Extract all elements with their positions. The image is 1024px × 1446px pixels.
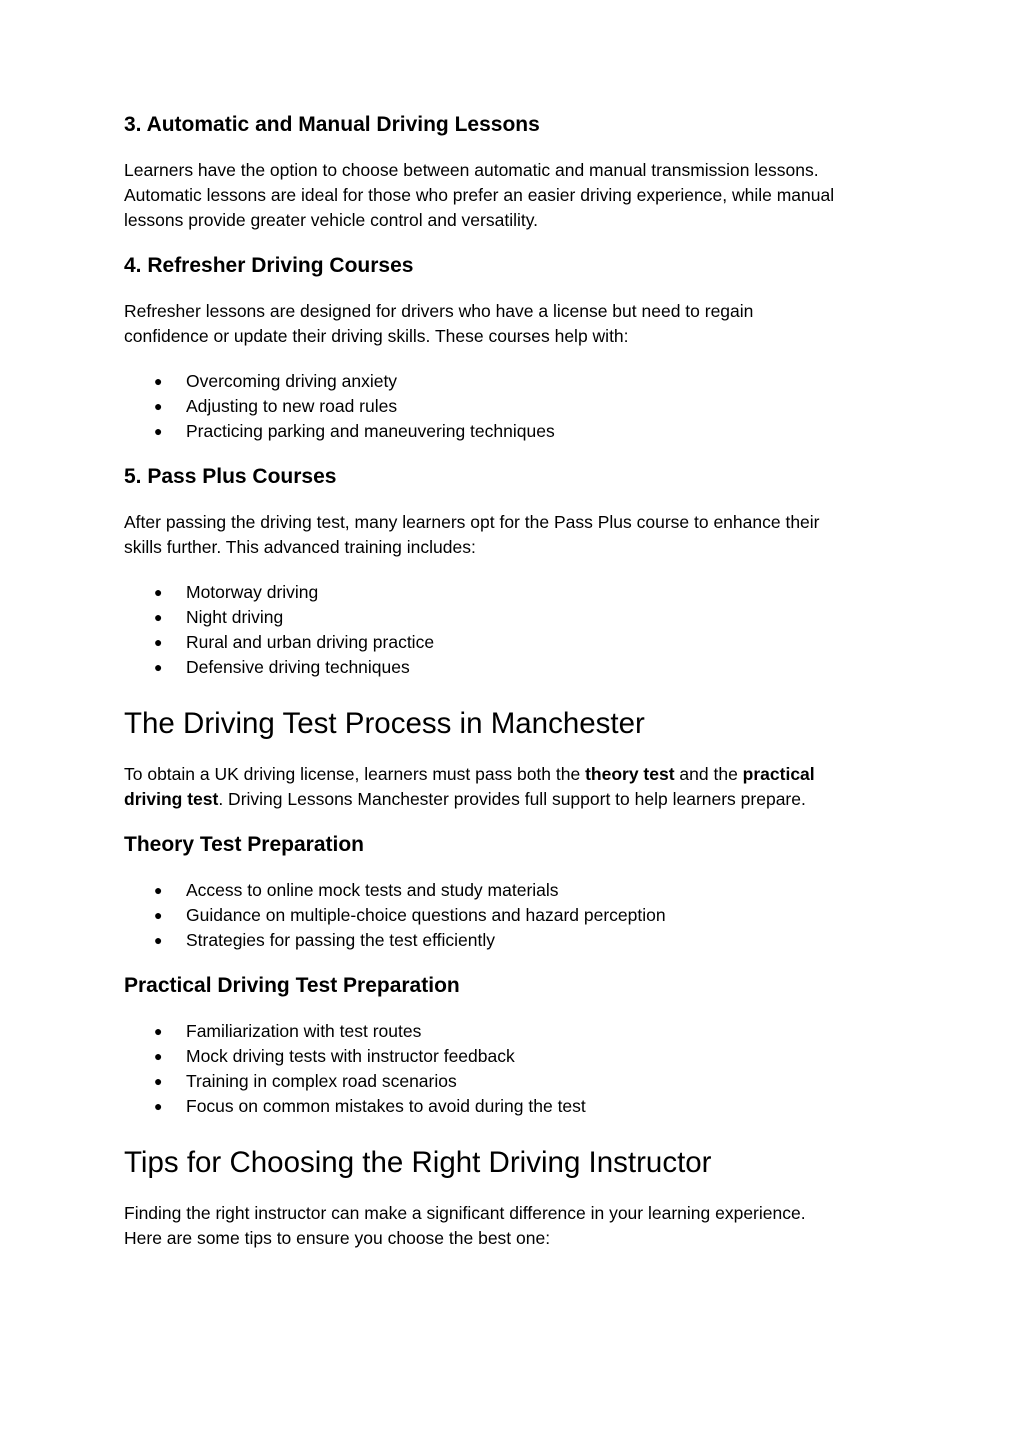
list-item: [124, 580, 904, 605]
list-item: [124, 605, 904, 630]
bullet-icon: ●: [154, 1048, 163, 1064]
list-item-text: Training in complex road scenarios: [186, 1071, 457, 1091]
paragraph-text: To obtain a UK driving license, learners must pass both the: [124, 764, 586, 784]
list-item: [124, 419, 904, 444]
paragraph-line: lessons provide greater vehicle control and versatility.: [124, 210, 539, 230]
section-paragraph-pass-plus: [124, 510, 904, 560]
bullet-icon: ●: [154, 634, 163, 650]
list-item-text: Focus on common mistakes to avoid during the test: [186, 1096, 586, 1116]
paragraph-line: confidence or update their driving skills. These courses help with:: [124, 326, 629, 346]
paragraph-text: . Driving Lessons Manchester provides full support to help learners prepare.: [218, 789, 806, 809]
bullet-icon: ●: [154, 932, 163, 948]
list-item-text: Access to online mock tests and study materials: [186, 880, 559, 900]
bullet-icon: ●: [154, 609, 163, 625]
bullet-icon: ●: [154, 1073, 163, 1089]
list-item-text: Rural and urban driving practice: [186, 632, 435, 652]
section-heading-practical: Practical Driving Test Preparation: [124, 974, 460, 997]
paragraph-line: Refresher lessons are designed for drivers who have a license but need to regain: [124, 301, 754, 321]
list-item: [124, 1094, 904, 1119]
section-heading-theory: Theory Test Preparation: [124, 833, 365, 856]
list-item-text: Familiarization with test routes: [186, 1021, 422, 1041]
list-item: [124, 655, 904, 680]
document-page: [124, 112, 904, 1271]
bullet-icon: ●: [154, 584, 163, 600]
bullet-icon: ●: [154, 907, 163, 923]
section-paragraph-test-process: [124, 762, 904, 812]
bullet-icon: ●: [154, 373, 163, 389]
list-item: [124, 630, 904, 655]
section-heading-pass-plus: 5. Pass Plus Courses: [124, 465, 337, 488]
practical-list: [124, 1019, 904, 1119]
bullet-icon: ●: [154, 1023, 163, 1039]
section-paragraph-tips: [124, 1201, 904, 1251]
bold-text-driving-test: driving test: [124, 789, 219, 809]
bold-text-theory-test: theory test: [585, 764, 675, 784]
paragraph-line: Learners have the option to choose between automatic and manual transmission lessons.: [124, 160, 819, 180]
list-item-text: Practicing parking and maneuvering techniques: [186, 421, 555, 441]
list-item: [124, 903, 904, 928]
section-heading-automatic-manual: 3. Automatic and Manual Driving Lessons: [124, 113, 540, 136]
list-item-text: Night driving: [186, 607, 284, 627]
list-item-text: Motorway driving: [186, 582, 319, 602]
paragraph-line: Here are some tips to ensure you choose the best one:: [124, 1228, 551, 1248]
section-heading-test-process: The Driving Test Process in Manchester: [124, 707, 645, 740]
list-item: [124, 394, 904, 419]
list-item: [124, 1019, 904, 1044]
bullet-icon: ●: [154, 398, 163, 414]
bullet-icon: ●: [154, 423, 163, 439]
bullet-icon: ●: [154, 1098, 163, 1114]
pass-plus-list: [124, 580, 904, 680]
section-heading-tips: Tips for Choosing the Right Driving Instructor: [124, 1146, 712, 1179]
list-item-text: Defensive driving techniques: [186, 657, 410, 677]
theory-list: [124, 878, 904, 953]
list-item-text: Adjusting to new road rules: [186, 396, 398, 416]
section-paragraph-automatic-manual: [124, 158, 904, 233]
list-item: [124, 1044, 904, 1069]
section-heading-refresher: 4. Refresher Driving Courses: [124, 254, 414, 277]
list-item-text: Strategies for passing the test efficiently: [186, 930, 496, 950]
list-item: [124, 1069, 904, 1094]
bold-text-practical: practical: [742, 764, 815, 784]
list-item-text: Guidance on multiple-choice questions and hazard perception: [186, 905, 666, 925]
list-item-text: Overcoming driving anxiety: [186, 371, 398, 391]
bullet-icon: ●: [154, 659, 163, 675]
section-paragraph-refresher: [124, 299, 904, 349]
paragraph-text: and the: [674, 764, 743, 784]
bullet-icon: ●: [154, 882, 163, 898]
paragraph-line: Automatic lessons are ideal for those who prefer an easier driving experience, while manual: [124, 185, 835, 205]
refresher-list: [124, 369, 904, 444]
paragraph-line: skills further. This advanced training includes:: [124, 537, 476, 557]
paragraph-line: After passing the driving test, many learners opt for the Pass Plus course to enhance their: [124, 512, 820, 532]
list-item: [124, 369, 904, 394]
paragraph-line: Finding the right instructor can make a significant difference in your learning experience.: [124, 1203, 806, 1223]
list-item: [124, 928, 904, 953]
list-item: [124, 878, 904, 903]
list-item-text: Mock driving tests with instructor feedback: [186, 1046, 515, 1066]
